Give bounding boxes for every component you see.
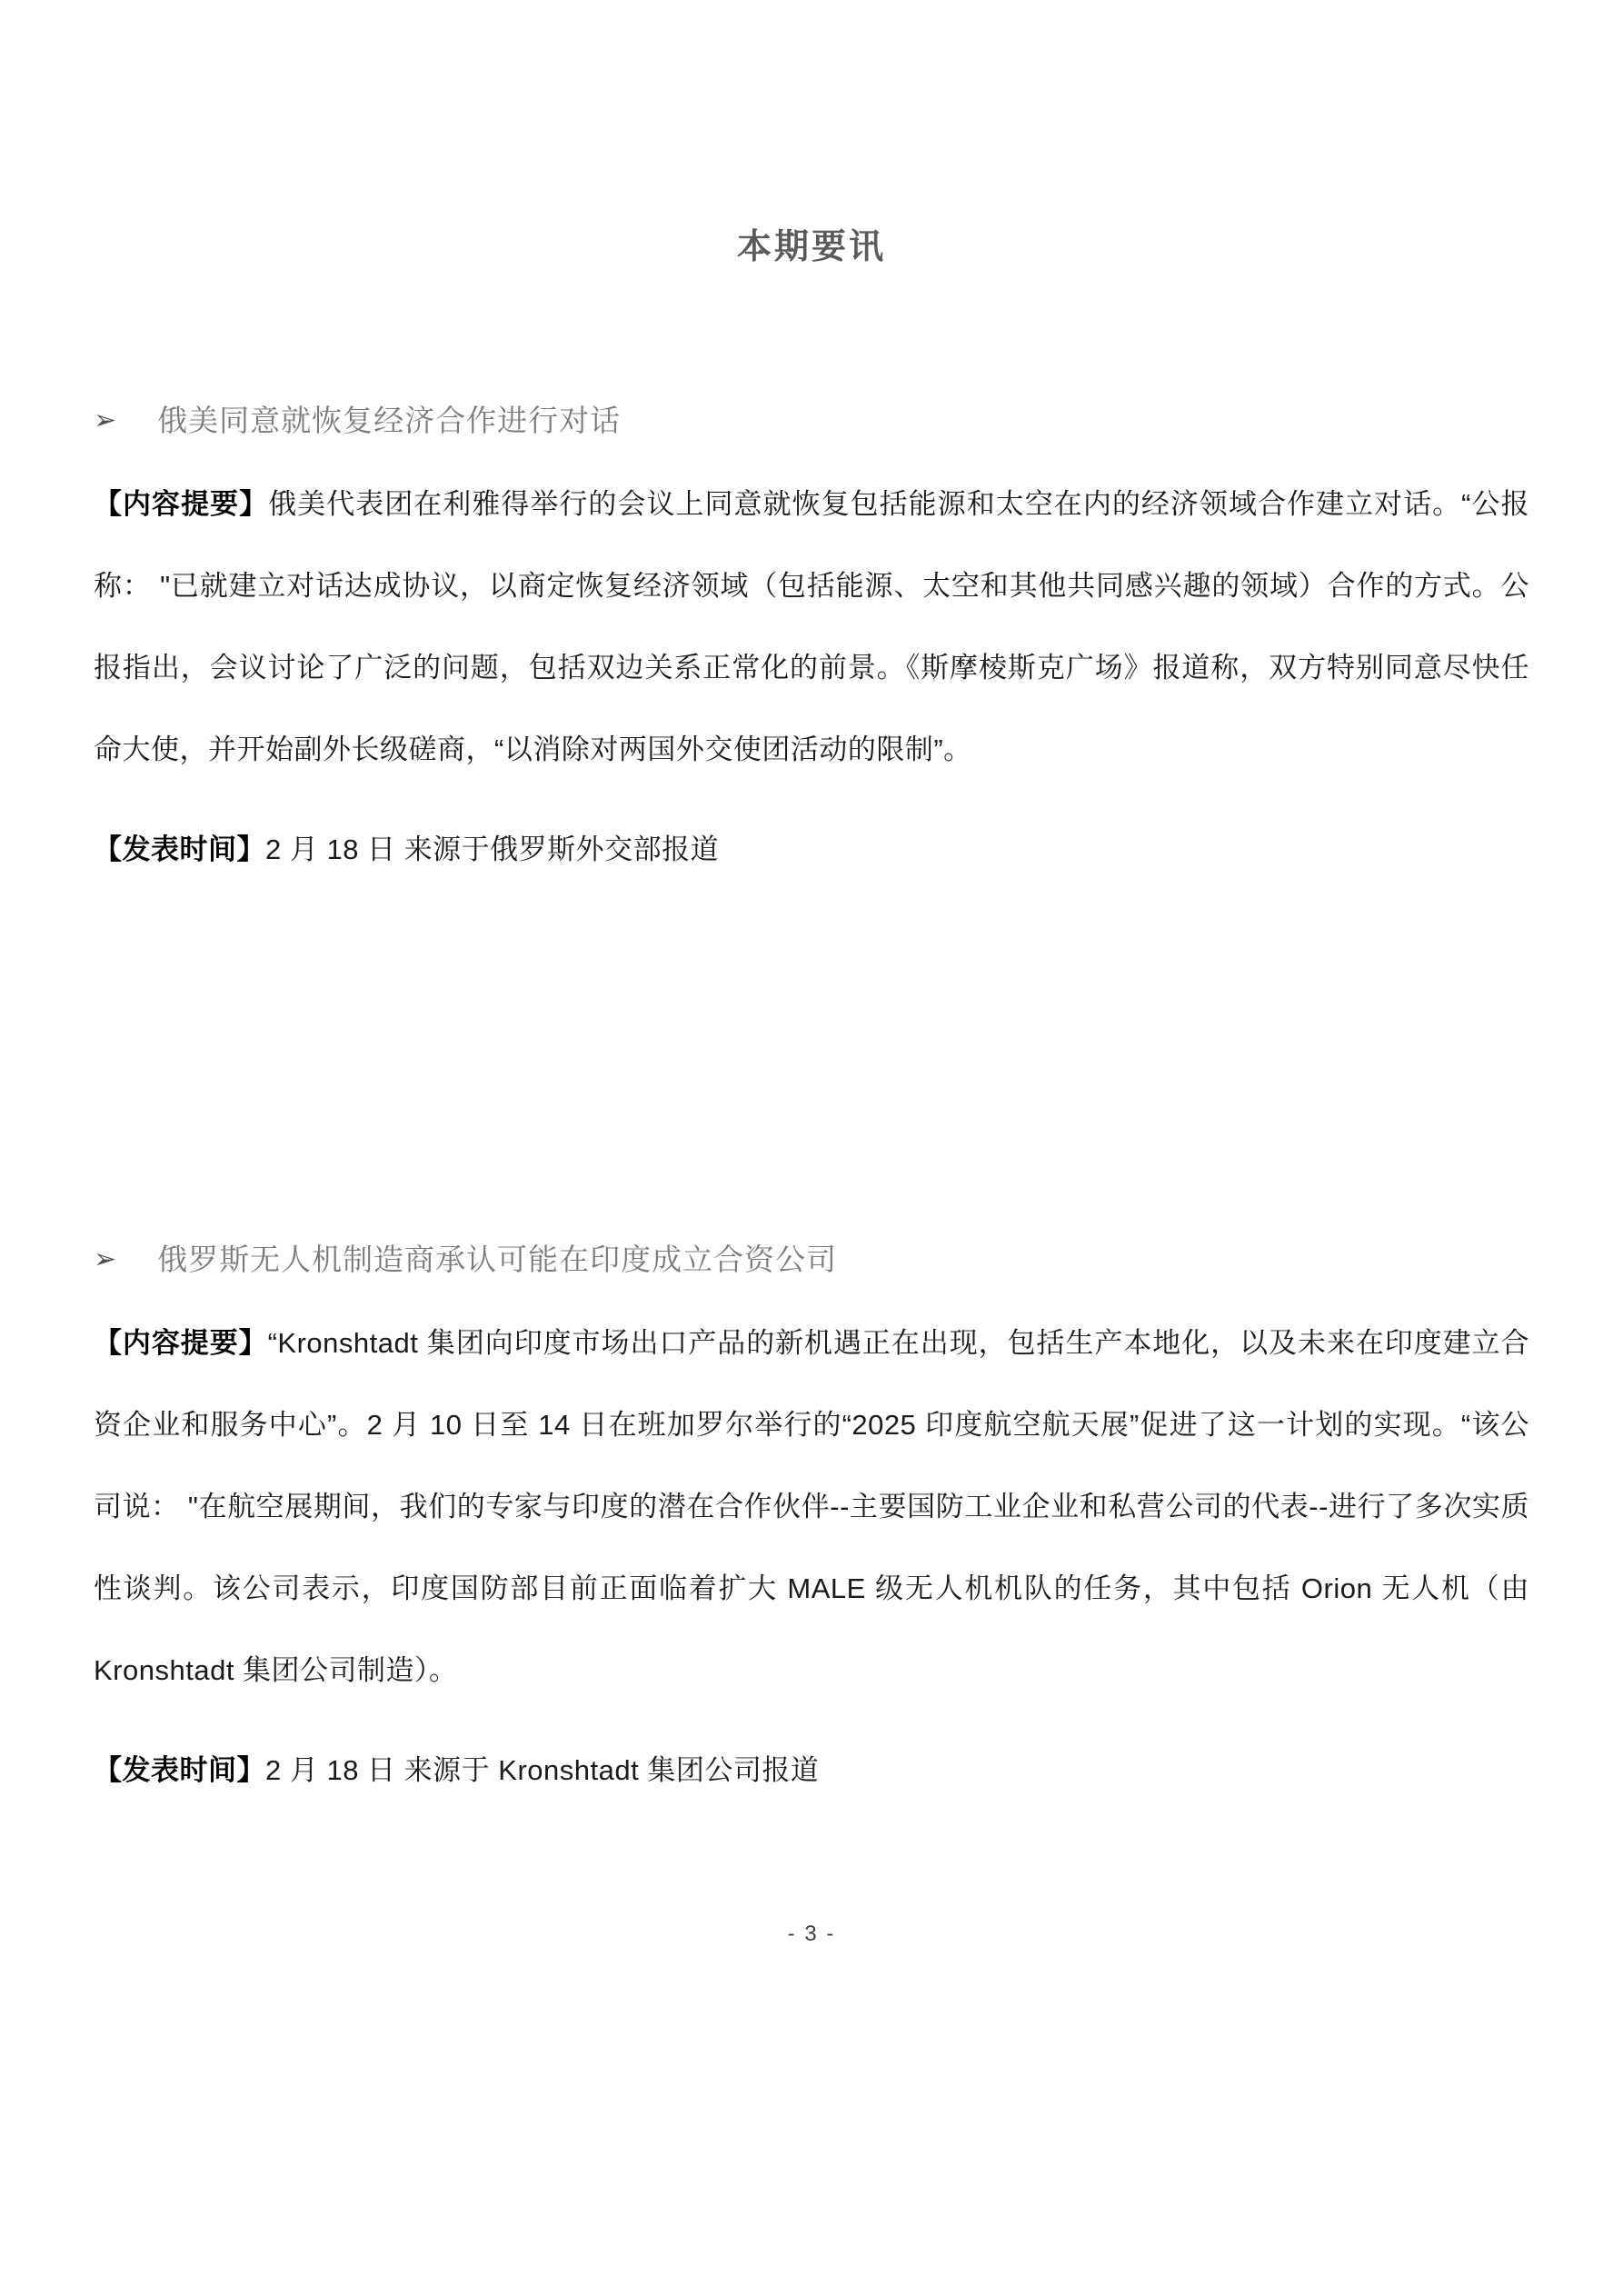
news-item-1 [94,399,1529,891]
summary-text: 俄美代表团在利雅得举行的会议上同意就恢复包括能源和太空在内的经济领域合作建立对话。“公报称： "已就建立对话达成协议，以商定恢复经济领域（包括能源、太空和其他共同感兴趣的领域）合作的方式。公报指出，会议讨论了广泛的问题，包括双边关系正常化的前景。《斯摩棱斯克广场》报道称，双方特别同意尽快任命大使，并开始副外长级磋商，“以消除对两国外交使团活动的限制”。 [94,488,1530,765]
news-heading-text: 俄罗斯无人机制造商承认可能在印度成立合资公司 [157,1243,838,1276]
summary-label: 【内容提要】 [94,488,269,520]
news-heading-row-2 [94,1238,1529,1282]
date-label: 【发表时间】 [94,834,265,865]
date-label: 【发表时间】 [94,1754,265,1786]
news-heading-row-1 [94,399,1529,443]
page-title: 本期要讯 [736,228,886,266]
date-text: 2 月 18 日 来源于 Kronshtadt 集团公司报道 [265,1754,820,1786]
news-summary-1 [94,464,1529,791]
news-item-2 [94,1238,1529,1812]
summary-text: “Kronshtadt 集团向印度市场出口产品的新机遇正在出现，包括生产本地化，以及未来在印度建立合资企业和服务中心”。2 月 10 日至 14 日在班加罗尔举行的“2025 印度航空航天展”促进了这一计划的实现。“该公司说： "在航空展期间，我们的专家与印度的潜在合作伙伴--主要国防工业企业和私营公司的代表--进行了多次实质性谈判。该公司表示，印度国防部目前正面临着扩大 MALE 级无人机机队的任务，其中包括 Orion 无人机（由 Kronshtadt 集团公司制造）。 [94,1327,1529,1686]
news-summary-2 [94,1303,1529,1712]
publish-date-line-2 [94,1730,1529,1812]
page-footer [94,1921,1529,1948]
arrow-bullet-icon: ➢ [94,405,118,435]
news-heading-text: 俄美同意就恢复经济合作进行对话 [157,404,622,437]
date-text: 2 月 18 日 来源于俄罗斯外交部报道 [265,834,720,865]
arrow-bullet-icon: ➢ [94,1244,118,1274]
page-number: - 3 - [787,1922,836,1946]
publish-date-line-1 [94,809,1529,891]
summary-label: 【内容提要】 [94,1327,268,1359]
